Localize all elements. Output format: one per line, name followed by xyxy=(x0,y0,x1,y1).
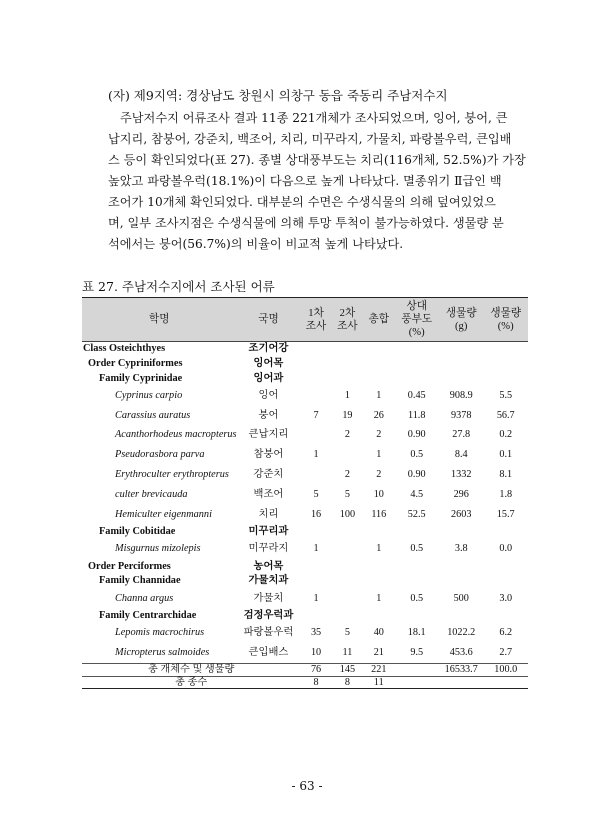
cell-s1: 8 xyxy=(300,676,331,689)
cell-bio xyxy=(439,609,484,624)
cell-s1: 7 xyxy=(313,409,319,421)
cell-total: 11 xyxy=(363,676,394,689)
cell-ra xyxy=(394,574,439,589)
cell-biop xyxy=(483,609,528,624)
cell-ra: 0.5 xyxy=(410,543,424,555)
table-body xyxy=(82,342,528,689)
korean-name: 잉어 xyxy=(258,389,279,401)
cell-ra: 18.1 xyxy=(407,627,426,639)
korean-name: 검정우럭과 xyxy=(243,609,294,621)
cell-total xyxy=(363,525,394,540)
cell-biop: 0.0 xyxy=(499,543,513,555)
cell-ra: 0.5 xyxy=(410,449,424,461)
cell-biop xyxy=(483,574,528,589)
header-text: 1차 xyxy=(308,307,324,319)
cell-total xyxy=(363,372,394,387)
cell-bio: 16533.7 xyxy=(439,664,484,677)
scientific-name: Family Cobitidae xyxy=(99,525,176,537)
cell-biop: 3.0 xyxy=(499,592,513,604)
section-heading: (자) 제9지역: 경상남도 창원시 의창구 동읍 죽동리 주남저수지 xyxy=(108,88,448,103)
table-caption: 표 27. 주남저수지에서 조사된 어류 xyxy=(82,279,275,294)
korean-name: 가물치과 xyxy=(248,575,289,587)
scientific-name: Pseudorasbora parva xyxy=(115,449,205,461)
order-row xyxy=(82,357,528,372)
body-paragraph xyxy=(108,108,533,255)
cell-s1: 16 xyxy=(310,508,322,520)
cell-s2: 5 xyxy=(344,488,350,500)
cell-s2: 100 xyxy=(339,508,356,520)
scientific-name: Family Channidae xyxy=(99,575,181,587)
species-row xyxy=(82,466,528,486)
species-row xyxy=(82,624,528,644)
order-row xyxy=(82,560,528,575)
header-biomass-percent xyxy=(483,298,528,342)
cell-ra xyxy=(394,372,439,387)
cell-bio xyxy=(439,525,484,540)
cell-s2 xyxy=(332,589,363,609)
cell-s2: 5 xyxy=(344,627,350,639)
cell-s2 xyxy=(332,540,363,560)
cell-bio: 27.8 xyxy=(452,429,471,441)
cell-s1 xyxy=(300,609,331,624)
korean-name: 파랑볼우럭 xyxy=(243,627,294,639)
cell-s2: 145 xyxy=(332,664,363,677)
header-text: 생물량 xyxy=(445,307,477,319)
cell-ra xyxy=(394,664,439,677)
cell-s1 xyxy=(300,525,331,540)
korean-name: 치리 xyxy=(258,508,279,520)
cell-biop: 5.5 xyxy=(499,389,513,401)
cell-bio xyxy=(439,676,484,689)
scientific-name: culter brevicauda xyxy=(115,488,188,500)
cell-s2 xyxy=(332,372,363,387)
cell-biop: 6.2 xyxy=(499,627,513,639)
paragraph-line: 높았고 파랑볼우럭(18.1%)이 다음으로 높게 나타났다. 멸종위기 Ⅱ급인 백 xyxy=(108,174,502,188)
korean-name: 강준치 xyxy=(253,469,284,481)
scientific-name: Hemiculter eigenmanni xyxy=(115,508,212,520)
cell-s2 xyxy=(332,560,363,575)
cell-ra xyxy=(394,560,439,575)
cell-ra: 11.8 xyxy=(407,409,426,421)
family-row xyxy=(82,372,528,387)
korean-name: 조기어강 xyxy=(248,343,289,354)
species-row xyxy=(82,386,528,406)
cell-s2 xyxy=(332,446,363,466)
cell-ra xyxy=(394,609,439,624)
scientific-name: Acanthorhodeus macropterus xyxy=(115,429,237,441)
cell-s1 xyxy=(300,426,331,446)
header-total: 총합 xyxy=(363,298,394,342)
cell-total: 1 xyxy=(376,389,382,401)
cell-s1: 1 xyxy=(313,543,319,555)
korean-name: 미꾸라지 xyxy=(248,543,289,555)
cell-total: 2 xyxy=(376,469,382,481)
scientific-name: Misgurnus mizolepis xyxy=(115,543,201,555)
cell-ra: 0.90 xyxy=(407,469,426,481)
header-survey-1 xyxy=(300,298,331,342)
cell-s1 xyxy=(300,342,331,357)
cell-biop xyxy=(483,676,528,689)
cell-bio: 500 xyxy=(453,592,469,604)
cell-bio: 2603 xyxy=(451,508,472,520)
cell-s1 xyxy=(300,357,331,372)
cell-biop: 15.7 xyxy=(496,508,515,520)
cell-total: 1 xyxy=(376,592,382,604)
paragraph-line: 조어가 10개체 확인되었다. 대부분의 수면은 수생식물의 의해 덮여있었으 xyxy=(108,195,496,209)
class-row xyxy=(82,342,528,357)
cell-total: 21 xyxy=(373,647,384,659)
header-text: (%) xyxy=(497,320,514,332)
cell-s2 xyxy=(332,609,363,624)
family-row xyxy=(82,525,528,540)
cell-ra: 0.5 xyxy=(410,592,424,604)
korean-name: 붕어 xyxy=(258,409,279,421)
cell-ra xyxy=(394,342,439,357)
cell-bio: 908.9 xyxy=(449,389,473,401)
korean-name: 큰입배스 xyxy=(248,647,289,659)
cell-biop xyxy=(483,372,528,387)
paragraph-line: 주남저수지 어류조사 결과 11종 221개체가 조사되었으며, 잉어, 붕어, 큰 xyxy=(120,111,508,125)
cell-total: 10 xyxy=(373,488,384,500)
cell-ra: 9.5 xyxy=(410,647,424,659)
scientific-name: Order Perciformes xyxy=(88,560,171,572)
scientific-name: Channa argus xyxy=(115,592,174,604)
cell-ra xyxy=(394,357,439,372)
cell-bio xyxy=(439,357,484,372)
species-row xyxy=(82,644,528,664)
paragraph-line: 석에서는 붕어(56.7%)의 비율이 비교적 높게 나타났다. xyxy=(108,237,404,251)
cell-bio: 453.6 xyxy=(449,647,473,659)
header-text: (g) xyxy=(455,320,468,332)
species-row xyxy=(82,485,528,505)
cell-s1 xyxy=(300,372,331,387)
cell-s1 xyxy=(300,574,331,589)
cell-s2 xyxy=(332,525,363,540)
cell-s2 xyxy=(332,342,363,357)
cell-total: 116 xyxy=(371,508,387,520)
cell-ra: 52.5 xyxy=(407,508,426,520)
cell-ra xyxy=(394,676,439,689)
cell-s2 xyxy=(332,574,363,589)
cell-s1: 1 xyxy=(313,592,319,604)
scientific-name: Cyprinus carpio xyxy=(115,389,183,401)
scientific-name: Lepomis macrochirus xyxy=(115,627,205,639)
species-row xyxy=(82,540,528,560)
cell-bio: 1022.2 xyxy=(447,627,476,639)
korean-name: 잉어목 xyxy=(253,357,284,369)
species-row xyxy=(82,406,528,426)
cell-biop: 0.1 xyxy=(499,449,513,461)
cell-biop: 0.2 xyxy=(499,429,513,441)
cell-biop: 1.8 xyxy=(499,488,513,500)
fish-species-table xyxy=(82,297,528,689)
family-row xyxy=(82,609,528,624)
cell-s1 xyxy=(300,560,331,575)
cell-s1: 1 xyxy=(313,449,319,461)
header-text: 상대 xyxy=(406,301,427,312)
cell-biop xyxy=(483,342,528,357)
cell-bio xyxy=(439,574,484,589)
header-text: 조사 xyxy=(337,320,358,332)
header-survey-2 xyxy=(332,298,363,342)
korean-name: 미꾸리과 xyxy=(248,525,289,537)
scientific-name: Order Cypriniformes xyxy=(88,357,183,369)
cell-bio xyxy=(439,342,484,357)
header-relative-abundance xyxy=(394,298,439,342)
cell-biop: 56.7 xyxy=(496,409,515,421)
korean-name: 참붕어 xyxy=(253,449,284,461)
header-text: 2차 xyxy=(339,307,356,319)
page-number: - 63 - xyxy=(291,779,323,793)
cell-ra: 0.90 xyxy=(407,429,426,441)
korean-name: 잉어과 xyxy=(253,372,284,384)
species-row xyxy=(82,446,528,466)
cell-bio: 9378 xyxy=(451,409,472,421)
cell-s2: 1 xyxy=(344,389,350,401)
cell-s1: 76 xyxy=(300,664,331,677)
cell-total xyxy=(363,574,394,589)
cell-total: 2 xyxy=(376,429,382,441)
family-row xyxy=(82,574,528,589)
cell-total: 1 xyxy=(376,543,382,555)
cell-total xyxy=(363,609,394,624)
table-header-row xyxy=(82,298,528,342)
cell-total xyxy=(363,357,394,372)
cell-total: 221 xyxy=(363,664,394,677)
header-korean-name: 국명 xyxy=(237,298,301,342)
scientific-name: Family Centrarchidae xyxy=(99,609,197,621)
header-text: 조사 xyxy=(305,320,327,332)
cell-bio: 1332 xyxy=(451,469,472,481)
cell-biop xyxy=(483,357,528,372)
cell-total xyxy=(363,560,394,575)
cell-ra: 0.45 xyxy=(407,389,426,401)
cell-biop xyxy=(483,525,528,540)
header-biomass xyxy=(439,298,484,342)
cell-bio xyxy=(439,372,484,387)
cell-s2: 2 xyxy=(344,429,350,441)
totals-label: 총 종수 xyxy=(82,676,300,689)
species-row xyxy=(82,505,528,525)
cell-s2: 2 xyxy=(344,469,350,481)
cell-s1: 35 xyxy=(310,627,322,639)
cell-s1: 10 xyxy=(310,647,322,659)
cell-biop: 8.1 xyxy=(499,469,513,481)
cell-s2: 8 xyxy=(332,676,363,689)
totals-label: 총 개체수 및 생물량 xyxy=(82,664,300,677)
cell-bio xyxy=(439,560,484,575)
cell-s1 xyxy=(300,386,331,406)
korean-name: 백조어 xyxy=(253,488,284,500)
paragraph-line: 납지리, 참붕어, 강준치, 백조어, 치리, 미꾸라지, 가물치, 파랑볼우럭, 큰입배 xyxy=(108,132,512,146)
cell-ra: 4.5 xyxy=(410,488,424,500)
scientific-name: Erythroculter erythropterus xyxy=(115,469,229,481)
scientific-name: Micropterus salmoides xyxy=(115,647,210,659)
cell-biop: 2.7 xyxy=(499,647,513,659)
header-text: 풍부도 xyxy=(401,314,433,325)
korean-name: 큰납지리 xyxy=(248,429,289,441)
cell-total: 1 xyxy=(376,449,382,461)
cell-total xyxy=(363,342,394,357)
cell-ra xyxy=(394,525,439,540)
cell-s1: 5 xyxy=(313,488,319,500)
scientific-name: Class Osteichthyes xyxy=(83,343,166,354)
cell-total: 40 xyxy=(373,627,384,639)
species-row xyxy=(82,426,528,446)
korean-name: 가물치 xyxy=(253,592,284,604)
paragraph-line: 며, 일부 조사지점은 수생식물에 의해 투망 투척이 불가능하였다. 생물량 분 xyxy=(108,216,504,230)
cell-bio: 8.4 xyxy=(454,449,468,461)
cell-s2: 19 xyxy=(342,409,353,421)
cell-s1 xyxy=(300,466,331,486)
header-scientific-name: 학명 xyxy=(82,298,237,342)
cell-s2 xyxy=(332,357,363,372)
totals-row xyxy=(82,676,528,689)
paragraph-line: 스 등이 확인되었다(표 27). 종별 상대풍부도는 치리(116개체, 52.5%)가 가장 xyxy=(108,153,526,167)
cell-total: 26 xyxy=(373,409,384,421)
scientific-name: Family Cyprinidae xyxy=(99,372,183,384)
header-text: 생물량 xyxy=(490,307,522,319)
cell-s2: 11 xyxy=(342,647,353,659)
cell-biop xyxy=(483,560,528,575)
cell-bio: 3.8 xyxy=(454,543,468,555)
scientific-name: Carassius auratus xyxy=(115,409,191,421)
korean-name: 농어목 xyxy=(253,560,284,572)
totals-row xyxy=(82,664,528,677)
cell-bio: 296 xyxy=(453,488,469,500)
cell-biop: 100.0 xyxy=(483,664,528,677)
species-row xyxy=(82,589,528,609)
header-text: (%) xyxy=(408,327,425,338)
